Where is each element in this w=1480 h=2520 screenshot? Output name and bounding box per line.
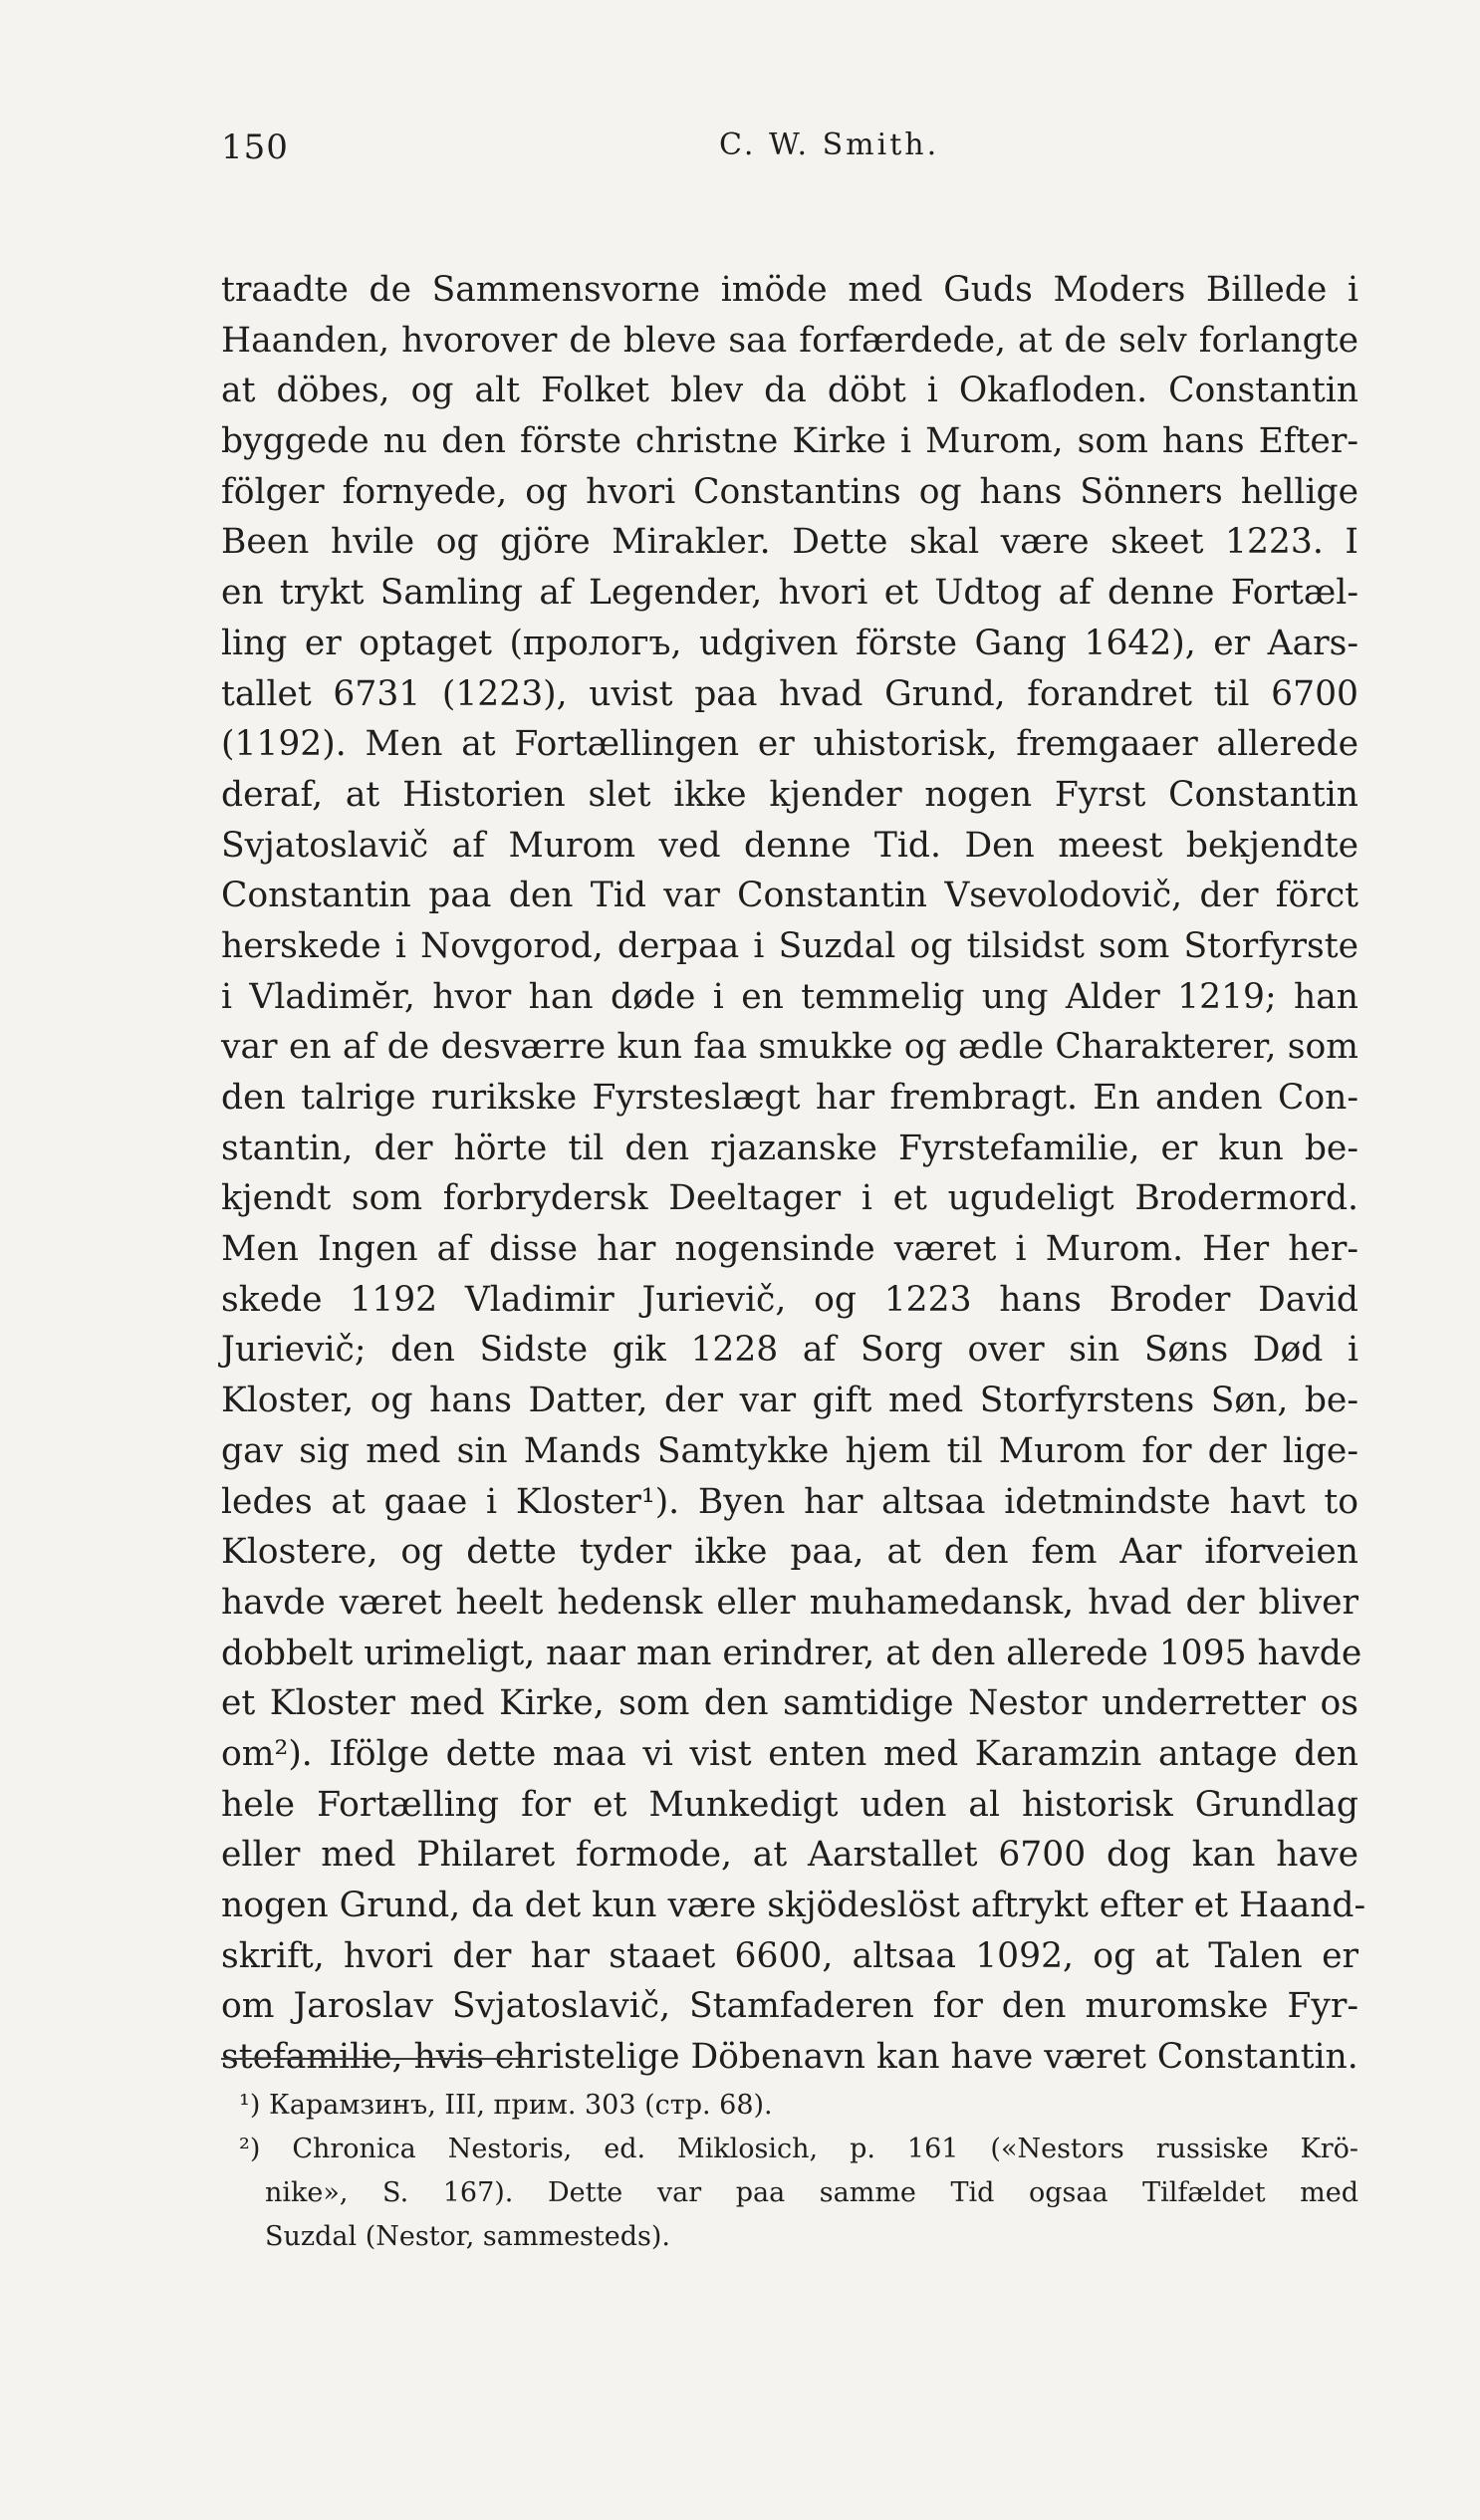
footnote-2: ²) Chronica Nestoris, ed. Miklosich, p. 161 («Nestors russiske Krö- — [239, 2134, 1358, 2164]
text-line: skrift, hvori der har staaet 6600, altsaa 1092, og at Talen er — [221, 1935, 1358, 1976]
text-line: stefamilie, hvis christelige Döbenavn kan have været Constantin. — [221, 2037, 1358, 2078]
text-line: nogen Grund, da det kun være skjödeslöst aftrykt efter et Haand- — [221, 1886, 1366, 1925]
text-line: (1192). Men at Fortællingen er uhistorisk, fremgaaer allerede — [221, 724, 1358, 765]
text-line: ledes at gaae i Kloster¹). Byen har altsaa idetmindste havt to — [221, 1481, 1358, 1522]
text-line: et Kloster med Kirke, som den samtidige Nestor underretter os — [221, 1683, 1358, 1724]
text-line: eller med Philaret formode, at Aarstallet 6700 dog kan have — [221, 1835, 1358, 1876]
text-line: Svjatoslavič af Murom ved denne Tid. Den meest bekjendte — [221, 825, 1358, 866]
text-line: Klostere, og dette tyder ikke paa, at den fem Aar iforveien — [221, 1532, 1358, 1573]
text-line: deraf, at Historien slet ikke kjender nogen Fyrst Constantin — [221, 774, 1358, 815]
text-line: Constantin paa den Tid var Constantin Vsevolodovič, der förct — [221, 876, 1358, 916]
text-line: en trykt Samling af Legender, hvori et Udtog af denne Fortæl- — [221, 573, 1358, 614]
text-line: havde været heelt hedensk eller muhamedansk, hvad der bliver — [221, 1582, 1358, 1623]
text-line: at döbes, og alt Folket blev da döbt i Okafloden. Constantin — [221, 371, 1358, 411]
body-text — [221, 265, 1366, 2083]
text-line: kjendt som forbrydersk Deeltager i et ugudeligt Brodermord. — [221, 1178, 1358, 1219]
text-line: hele Fortælling for et Munkedigt uden al historisk Grundlag — [221, 1784, 1358, 1825]
text-line: dobbelt urimeligt, naar man erindrer, at den allerede 1095 havde — [221, 1633, 1362, 1673]
text-line: skede 1192 Vladimir Jurievič, og 1223 hans Broder David — [221, 1279, 1358, 1320]
text-line: Men Ingen af disse har nogensinde været i Murom. Her her- — [221, 1229, 1358, 1270]
text-line: ling er optaget (прологъ, udgiven förste Gang 1642), er Aars- — [221, 623, 1358, 663]
text-line: Haanden, hvorover de bleve saa forfærdede, at de selv forlangte — [221, 320, 1358, 361]
footnote-2-continued: Suzdal (Nestor, sammesteds). — [265, 2221, 670, 2252]
text-line: var en af de desværre kun faa smukke og ædle Charakterer, som — [221, 1027, 1358, 1068]
text-line: byggede nu den förste christne Kirke i Murom, som hans Efter- — [221, 421, 1358, 462]
text-line: traadte de Sammensvorne imöde med Guds Moders Billede i — [221, 270, 1358, 310]
footnote-divider — [221, 2058, 530, 2060]
text-line: Been hvile og gjöre Mirakler. Dette skal være skeet 1223. I — [221, 522, 1358, 563]
text-line: tallet 6731 (1223), uvist paa hvad Grund, forandret til 6700 — [221, 673, 1358, 714]
text-line: om²). Ifölge dette maa vi vist enten med Karamzin antage den — [221, 1733, 1358, 1774]
footnote-1: ¹) Карамзинъ, III, прим. 303 (стр. 68). — [239, 2090, 773, 2121]
text-line: fölger fornyede, og hvori Constantins og hans Sönners hellige — [221, 471, 1358, 512]
text-line: Jurievič; den Sidste gik 1228 af Sorg over sin Søns Død i — [221, 1330, 1358, 1371]
text-line: om Jaroslav Svjatoslavič, Stamfaderen for den muromske Fyr- — [221, 1986, 1358, 2027]
running-head: C. W. Smith. — [719, 127, 940, 162]
page-header — [221, 127, 1357, 177]
text-line: Kloster, og hans Datter, der var gift med Storfyrstens Søn, be- — [221, 1381, 1358, 1421]
text-line: i Vladimĕr, hvor han døde i en temmelig ung Alder 1219; han — [221, 976, 1358, 1017]
text-line: herskede i Novgorod, derpaa i Suzdal og tilsidst som Storfyrste — [221, 925, 1358, 966]
text-line: stantin, der hörte til den rjazanske Fyrstefamilie, er kun be- — [221, 1128, 1358, 1168]
page-number: 150 — [221, 127, 289, 167]
text-line: den talrige rurikske Fyrsteslægt har frembragt. En anden Con- — [221, 1078, 1358, 1118]
text-line: gav sig med sin Mands Samtykke hjem til Murom for der lige- — [221, 1430, 1358, 1471]
footnotes — [239, 2084, 1358, 2259]
footnote-2-continued: nike», S. 167). Dette var paa samme Tid ogsaa Tilfældet med — [265, 2177, 1358, 2208]
